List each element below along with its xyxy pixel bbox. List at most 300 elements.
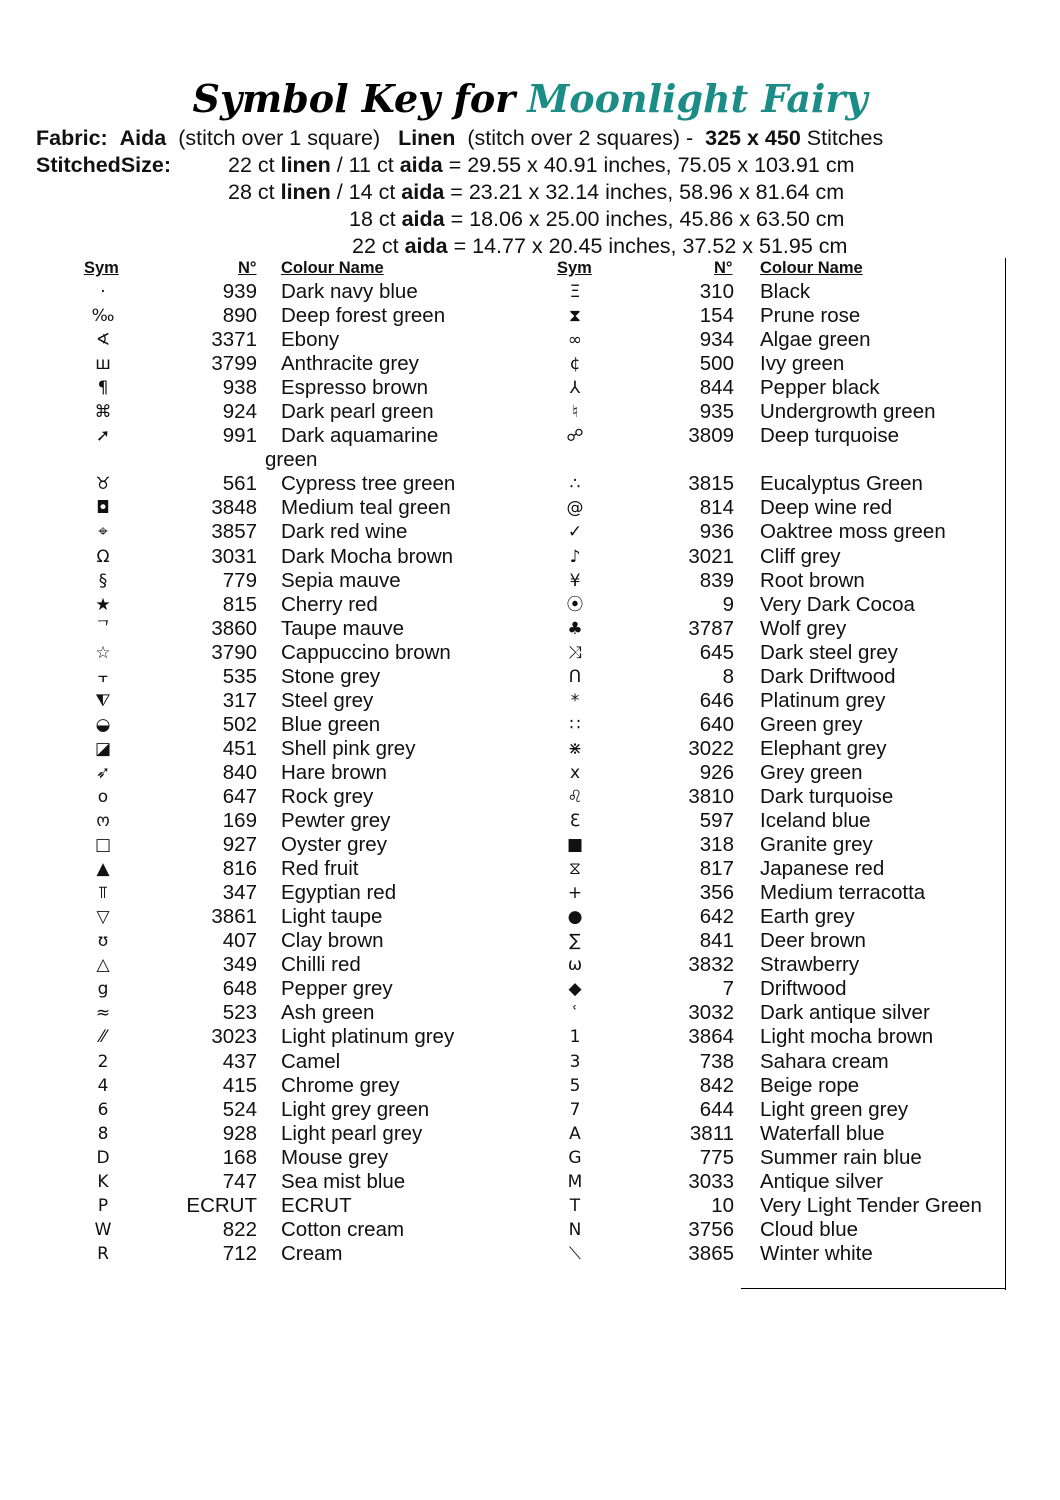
symbol-glyph: ≈ (95, 1003, 111, 1024)
colour-name: Deer brown (760, 929, 866, 953)
symbol-glyph: o (97, 786, 109, 807)
thread-number: 3861 (211, 905, 257, 929)
thread-number: 3032 (688, 1001, 734, 1025)
symbol-glyph: ◘ (96, 498, 110, 519)
bottom-border-line (741, 1288, 1006, 1289)
colour-name: Wolf grey (760, 616, 847, 640)
thread-number: 934 (699, 328, 734, 352)
symbol-glyph: ♪ (569, 546, 581, 567)
stitch-count: 325 x 450 (705, 126, 801, 150)
thread-number: 3864 (688, 1025, 734, 1049)
symbol-glyph: ∑ (569, 931, 581, 952)
thread-number: 645 (699, 640, 734, 664)
symbol-glyph: □ (94, 835, 112, 856)
colour-name: Antique silver (760, 1169, 884, 1193)
key-row (0, 761, 1000, 785)
colour-name: Cloud blue (760, 1217, 859, 1241)
colour-name: Japanese red (760, 857, 885, 881)
key-row (0, 857, 1000, 881)
colour-name: Chrome grey (281, 1073, 400, 1097)
header-sym-left: Sym (84, 259, 119, 277)
header-name-left: Colour Name (281, 259, 384, 277)
symbol-glyph: ⟍ (569, 1243, 581, 1264)
thread-number: 597 (699, 809, 734, 833)
thread-number: 3023 (211, 1025, 257, 1049)
colour-name: Dark Mocha brown (281, 544, 454, 568)
right-border-line (1005, 258, 1006, 1290)
key-row (0, 953, 1000, 977)
key-row (0, 713, 1000, 737)
key-row (0, 881, 1000, 905)
thread-number: 3865 (688, 1241, 734, 1265)
key-row (0, 424, 1000, 448)
key-row (0, 569, 1000, 593)
symbol-glyph: ᄀ (94, 618, 112, 639)
colour-name: Undergrowth green (760, 400, 936, 424)
symbol-glyph: ♣ (567, 618, 583, 639)
header-num-right: N° (714, 259, 733, 277)
key-row (0, 1122, 1000, 1146)
thread-number: 817 (699, 857, 734, 881)
colour-name: Light grey green (281, 1097, 430, 1121)
stitched-size-line-3 (349, 206, 844, 232)
symbol-glyph: x (569, 762, 581, 783)
stitches-word: Stitches (806, 126, 884, 150)
key-row (0, 400, 1000, 424)
symbol-glyph: ⌘ (94, 402, 112, 423)
symbol-glyph: ▲ (96, 859, 110, 880)
symbol-glyph: · (100, 282, 106, 302)
size-3-dims: = 18.06 x 25.00 inches, 45.86 x 63.50 cm (444, 207, 845, 231)
colour-name: Strawberry (760, 953, 860, 977)
thread-number: 7 (722, 977, 734, 1001)
thread-number: 3790 (211, 640, 257, 664)
key-row (0, 737, 1000, 761)
size-2-linen: linen (280, 180, 331, 204)
size-4-aida: aida (404, 234, 448, 258)
key-row (0, 929, 1000, 953)
fabric-linen: Linen (398, 126, 456, 150)
size-4-count: 22 ct (352, 234, 405, 258)
symbol-glyph: ☆ (95, 642, 111, 663)
symbol-glyph: ♌ (567, 786, 583, 807)
colour-name: Ash green (281, 1001, 375, 1025)
symbol-glyph: ⫪ (98, 883, 108, 904)
colour-name: ECRUT (281, 1193, 352, 1217)
size-3-aida: aida (401, 207, 445, 231)
symbol-glyph: ¶ (97, 378, 109, 399)
symbol-glyph: ➶ (95, 762, 111, 783)
symbol-glyph: ∞ (567, 330, 583, 351)
thread-number: 841 (699, 929, 734, 953)
colour-name: Cliff grey (760, 544, 841, 568)
colour-name: Dark red wine (281, 520, 408, 544)
symbol-glyph: △ (96, 955, 110, 976)
thread-number: 644 (699, 1097, 734, 1121)
thread-number: 3811 (689, 1121, 734, 1145)
thread-number: 890 (222, 304, 257, 328)
colour-name: Platinum grey (760, 688, 886, 712)
thread-number: 3860 (211, 616, 257, 640)
symbol-glyph: ∷ (569, 714, 581, 735)
colour-name: Oyster grey (281, 833, 387, 857)
stitched-size-line-1 (228, 152, 854, 178)
colour-name: Steel grey (281, 688, 374, 712)
thread-number: 3756 (688, 1217, 734, 1241)
title-prefix: Symbol Key for (192, 76, 516, 121)
colour-name: Root brown (760, 568, 865, 592)
symbol-glyph: M (567, 1171, 583, 1192)
thread-number: 775 (699, 1145, 734, 1169)
key-row (0, 1074, 1000, 1098)
thread-number: 642 (699, 905, 734, 929)
symbol-glyph: ⋇ (567, 738, 583, 759)
colour-name: Light mocha brown (760, 1025, 934, 1049)
size-1-dims: = 29.55 x 40.91 inches, 75.05 x 103.91 cm (442, 153, 855, 177)
colour-name: Cream (281, 1241, 343, 1265)
symbol-glyph: A (569, 1123, 581, 1144)
thread-number: 8 (722, 664, 734, 688)
thread-number: 647 (222, 784, 257, 808)
thread-number: 3799 (211, 352, 257, 376)
key-row (0, 545, 1000, 569)
symbol-glyph: ∢ (95, 330, 111, 351)
colour-name: Green grey (760, 712, 863, 736)
symbol-glyph: ✓ (567, 522, 583, 543)
thread-number: 524 (222, 1097, 257, 1121)
size-2-count2: / 14 ct (330, 180, 402, 204)
key-row (0, 617, 1000, 641)
key-row (0, 641, 1000, 665)
symbol-glyph: ● (567, 907, 583, 928)
symbol-glyph: + (567, 883, 583, 904)
key-row (0, 472, 1000, 496)
key-row (0, 328, 1000, 352)
colour-name: Dark navy blue (281, 280, 418, 303)
symbol-glyph: 7 (569, 1099, 581, 1120)
key-row (0, 520, 1000, 544)
thread-number: 349 (222, 953, 257, 977)
symbol-glyph: ω (567, 955, 583, 976)
colour-name: Eucalyptus Green (760, 472, 923, 496)
thread-number: 3031 (211, 544, 257, 568)
symbol-glyph: D (96, 1147, 110, 1168)
thread-number: 502 (222, 712, 257, 736)
thread-number: 839 (699, 568, 734, 592)
colour-name: Cotton cream (281, 1217, 405, 1241)
key-row (0, 1170, 1000, 1194)
colour-name: Deep forest green (281, 304, 446, 328)
colour-name: Prune rose (760, 304, 861, 328)
symbol-glyph: ➚ (95, 426, 111, 447)
thread-number: 347 (222, 881, 257, 905)
symbol-glyph: g (97, 979, 109, 1000)
colour-name: Dark pearl green (281, 400, 434, 424)
symbol-glyph: ⤨ (568, 642, 582, 663)
colour-name: Iceland blue (760, 809, 871, 833)
symbol-glyph: ʿ (572, 1003, 578, 1024)
key-row (0, 448, 1000, 472)
page-title (0, 76, 1060, 121)
thread-number: 310 (699, 280, 734, 303)
symbol-glyph: ¥ (569, 570, 581, 591)
title-pattern-name: Moonlight Fairy (527, 76, 868, 121)
colour-name: Elephant grey (760, 736, 887, 760)
stitched-size-line-2 (228, 179, 844, 205)
thread-number: 927 (222, 833, 257, 857)
colour-name: Ebony (281, 328, 340, 352)
colour-name: Shell pink grey (281, 736, 416, 760)
stitched-size-line-4 (352, 233, 847, 259)
thread-number: 168 (222, 1145, 257, 1169)
thread-number: 712 (222, 1241, 257, 1265)
colour-name: Algae green (760, 328, 871, 352)
colour-name: Sea mist blue (281, 1169, 406, 1193)
colour-name: Very Light Tender Green (760, 1193, 982, 1217)
thread-number: 9 (722, 592, 734, 616)
key-row (0, 496, 1000, 520)
fabric-label: Fabric: (36, 126, 108, 150)
colour-name: Chilli red (281, 953, 361, 977)
colour-name: Black (760, 280, 811, 303)
thread-number: 822 (222, 1217, 257, 1241)
symbol-glyph: ш (95, 354, 111, 375)
colour-name: Dark Driftwood (760, 664, 896, 688)
key-row (0, 1098, 1000, 1122)
symbol-glyph: ⧗ (569, 306, 581, 327)
thread-number: 939 (222, 280, 257, 303)
colour-name: Clay brown (281, 929, 384, 953)
colour-name: Blue green (281, 712, 381, 736)
thread-number: 3848 (211, 496, 257, 520)
symbol-glyph: ʊ (97, 931, 109, 952)
key-row (0, 785, 1000, 809)
thread-number: 415 (222, 1073, 257, 1097)
colour-name: Egyptian red (281, 881, 397, 905)
key-row (0, 376, 1000, 400)
key-row (0, 1001, 1000, 1025)
size-2-count: 28 ct (228, 180, 281, 204)
key-row (0, 689, 1000, 713)
colour-name: Summer rain blue (760, 1145, 922, 1169)
thread-number: 844 (699, 376, 734, 400)
colour-name: Sepia mauve (281, 568, 401, 592)
symbol-glyph: ◆ (568, 979, 582, 1000)
colour-name: Dark antique silver (760, 1001, 930, 1025)
key-row (0, 593, 1000, 617)
key-row (0, 1242, 1000, 1266)
colour-name: Taupe mauve (281, 616, 405, 640)
key-row (0, 352, 1000, 376)
colour-name: Very Dark Cocoa (760, 592, 915, 616)
colour-name: Anthracite grey (281, 352, 419, 376)
thread-number: 169 (222, 809, 257, 833)
symbol-glyph: ⧨ (95, 690, 111, 711)
colour-name: Pepper black (760, 376, 880, 400)
symbol-glyph: ★ (95, 594, 111, 615)
size-4-dims: = 14.77 x 20.45 inches, 37.52 x 51.95 cm (447, 234, 848, 258)
symbol-glyph: @ (566, 498, 584, 519)
key-row (0, 833, 1000, 857)
symbol-glyph: 5 (569, 1075, 581, 1096)
colour-name: Sahara cream (760, 1049, 889, 1073)
colour-name: Ivy green (760, 352, 845, 376)
symbol-glyph: T (569, 1195, 581, 1216)
symbol-glyph: ∴ (569, 474, 581, 495)
symbol-glyph: ⌖ (98, 522, 108, 543)
symbol-glyph: ⅄ (569, 378, 581, 399)
thread-number: 3022 (688, 736, 734, 760)
thread-number: 646 (699, 688, 734, 712)
colour-name: Deep wine red (760, 496, 893, 520)
thread-number: 938 (222, 376, 257, 400)
thread-number: 407 (222, 929, 257, 953)
stitched-size-label-line (36, 152, 171, 178)
symbol-glyph: ⦿ (566, 594, 584, 615)
symbol-glyph: * (570, 690, 580, 711)
symbol-glyph: 3 (569, 1051, 581, 1072)
colour-name: Camel (281, 1049, 341, 1073)
thread-number: 561 (222, 472, 257, 496)
symbol-glyph: ♉ (95, 474, 111, 495)
colour-name: Driftwood (760, 977, 847, 1001)
thread-number: 928 (222, 1121, 257, 1145)
thread-number: 936 (699, 520, 734, 544)
colour-name: Hare brown (281, 760, 387, 784)
thread-number: 3033 (688, 1169, 734, 1193)
thread-number: 926 (699, 760, 734, 784)
thread-number: 318 (699, 833, 734, 857)
thread-number: 738 (699, 1049, 734, 1073)
thread-number: 356 (699, 881, 734, 905)
thread-number: 3815 (688, 472, 734, 496)
key-row (0, 905, 1000, 929)
colour-name: Light platinum grey (281, 1025, 455, 1049)
colour-name: Cherry red (281, 592, 378, 616)
thread-number: 935 (699, 400, 734, 424)
symbol-glyph: ◒ (95, 714, 111, 735)
colour-name: Dark turquoise (760, 784, 894, 808)
symbol-glyph: ‰ (91, 306, 115, 327)
size-1-aida: aida (399, 153, 443, 177)
symbol-glyph: § (98, 570, 108, 591)
fabric-aida-note: (stitch over 1 square) (178, 126, 381, 150)
fabric-aida: Aida (119, 126, 167, 150)
thread-number: 154 (699, 304, 734, 328)
thread-number: 3832 (688, 953, 734, 977)
symbol-glyph: ■ (566, 835, 584, 856)
symbol-glyph: W (94, 1219, 112, 1240)
symbol-glyph: ო (96, 811, 110, 832)
key-row (0, 1194, 1000, 1218)
colour-name: Beige rope (760, 1073, 860, 1097)
symbol-glyph: 1 (569, 1027, 581, 1048)
size-1-linen: linen (280, 153, 331, 177)
symbol-glyph: G (568, 1147, 582, 1168)
thread-number: 648 (222, 977, 257, 1001)
colour-name-continued: green (265, 448, 318, 472)
symbol-glyph: ⁄⁄ (100, 1027, 106, 1048)
header-sym-right: Sym (557, 259, 592, 277)
symbol-glyph: ◪ (94, 738, 112, 759)
key-row (0, 304, 1000, 328)
colour-name: Winter white (760, 1241, 873, 1265)
thread-number: 924 (222, 400, 257, 424)
colour-name: Cypress tree green (281, 472, 456, 496)
key-row (0, 1050, 1000, 1074)
symbol-glyph: ▽ (96, 907, 110, 928)
colour-name: Deep turquoise (760, 424, 900, 448)
thread-number: 991 (222, 424, 257, 448)
colour-name: Dark steel grey (760, 640, 898, 664)
colour-name: Dark aquamarine (281, 424, 439, 448)
symbol-glyph: ꓵ (568, 666, 582, 687)
size-1-count: 22 ct (228, 153, 281, 177)
fabric-linen-note: (stitch over 2 squares) - (467, 126, 694, 150)
symbol-glyph: K (97, 1171, 109, 1192)
thread-number: 3021 (688, 544, 734, 568)
colour-name: Medium teal green (281, 496, 451, 520)
key-row (0, 809, 1000, 833)
header-num-left: N° (238, 259, 257, 277)
key-row (0, 280, 1000, 304)
colour-name: Granite grey (760, 833, 873, 857)
colour-name: Light green grey (760, 1097, 909, 1121)
thread-number: 3371 (211, 328, 257, 352)
thread-number: 814 (699, 496, 734, 520)
thread-number: ECRUT (186, 1193, 257, 1217)
size-1-count2: / 11 ct (330, 153, 400, 177)
colour-name: Rock grey (281, 784, 374, 808)
colour-name: Waterfall blue (760, 1121, 885, 1145)
stitched-size-label: StitchedSize: (36, 153, 171, 177)
colour-name: Cappuccino brown (281, 640, 451, 664)
colour-name: Earth grey (760, 905, 855, 929)
key-row (0, 1025, 1000, 1049)
thread-number: 3809 (688, 424, 734, 448)
colour-name: Light pearl grey (281, 1121, 423, 1145)
colour-name: Pepper grey (281, 977, 393, 1001)
thread-number: 747 (222, 1169, 257, 1193)
colour-name: Grey green (760, 760, 863, 784)
symbol-glyph: P (97, 1195, 109, 1216)
thread-number: 3787 (688, 616, 734, 640)
thread-number: 640 (699, 712, 734, 736)
symbol-glyph: ℇ (569, 811, 581, 832)
thread-number: 3857 (211, 520, 257, 544)
right-color-column (0, 280, 1000, 1266)
colour-name: Light taupe (281, 905, 383, 929)
key-row (0, 1218, 1000, 1242)
colour-name: Medium terracotta (760, 881, 926, 905)
key-row (0, 1146, 1000, 1170)
symbol-glyph: ⫟ (97, 666, 109, 687)
size-2-aida: aida (401, 180, 445, 204)
colour-name: Mouse grey (281, 1145, 389, 1169)
size-2-dims: = 23.21 x 32.14 inches, 58.96 x 81.64 cm (444, 180, 845, 204)
header-name-right: Colour Name (760, 259, 863, 277)
key-row (0, 665, 1000, 689)
thread-number: 840 (222, 760, 257, 784)
thread-number: 535 (222, 664, 257, 688)
symbol-glyph: 6 (97, 1099, 109, 1120)
thread-number: 816 (222, 857, 257, 881)
thread-number: 842 (699, 1073, 734, 1097)
thread-number: 500 (699, 352, 734, 376)
symbol-glyph: ☍ (566, 426, 584, 447)
size-3-count: 18 ct (349, 207, 402, 231)
symbol-glyph: 8 (97, 1123, 109, 1144)
